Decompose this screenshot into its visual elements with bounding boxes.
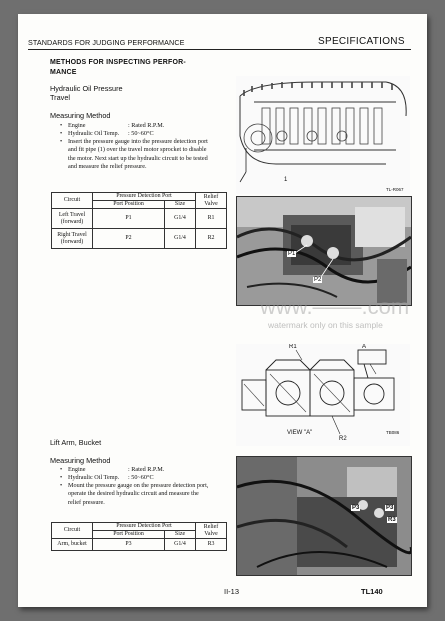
lift-instruction: Mount the pressure gauge on the pressure detection port, operate the desired hydraulic circuit and measure the relief pressure. [68, 482, 209, 506]
page-number: II-13 [224, 587, 240, 596]
label-r1: R1 [289, 344, 297, 350]
table-row: Left Travel (forward) P1 G1/4 R1 [52, 209, 227, 229]
bullet-dot: • [60, 474, 63, 481]
label-view-a: VIEW "A" [287, 430, 313, 436]
watermark-url: www.‒‒‒‒.com [260, 294, 410, 319]
header-rule [28, 49, 411, 50]
col-size: Size [165, 201, 196, 209]
figure-track-drawing [236, 76, 410, 194]
bullet-engine-1: • Engine : Rated R.P.M. [60, 122, 165, 129]
bullet-dot: • [60, 122, 63, 129]
bullet-dot: • [60, 130, 63, 137]
measuring-method-heading-2: Measuring Method [50, 456, 111, 465]
bullet-instruction-dot-2: • [60, 482, 63, 489]
lift-pressure-table: Circuit Pressure Detection Port Relief Valve Port Position Size Arm, bucket P3 G1/4 R3 [51, 522, 227, 551]
table-row: Arm, bucket P3 G1/4 R3 [52, 539, 227, 551]
manual-page [18, 14, 427, 607]
figure-code-1: TL-R067 [386, 187, 404, 192]
travel-instruction: Insert the pressure gauge into the pressure detection port and fit pipe (1) over the travel motor sprocket to disable the motor. Next start up the hydraulic circuit to be tested and measure the relief pressure. [68, 138, 208, 170]
figure-photo-travel-ports [236, 196, 412, 306]
label-r2: R2 [339, 436, 347, 442]
section-header: STANDARDS FOR JUDGING PERFORMANCE [28, 38, 185, 47]
figure-code-3: TB086 [386, 430, 400, 435]
model-label: TL140 [361, 587, 383, 596]
col-circuit: Circuit [52, 193, 93, 209]
label-p2: P2 [314, 277, 322, 283]
subsection-subtitle-travel: Travel [50, 93, 71, 102]
label-r3: R3 [388, 517, 396, 523]
bullet-oil-temp-2: • Hydraulic Oil Temp. : 50~60°C [60, 474, 154, 481]
watermark-note: watermark only on this sample [268, 320, 383, 330]
subsection-title-lift-arm: Lift Arm, Bucket [50, 438, 102, 447]
label-p3-right: P3 [386, 505, 394, 511]
bullet-dot: • [60, 466, 63, 473]
label-p1: P1 [288, 251, 296, 257]
callout-1: 1 [284, 177, 288, 183]
bullet-engine-2: • Engine : Rated R.P.M. [60, 466, 165, 473]
bullet-oil-temp-1: • Hydraulic Oil Temp. : 50~60°C [60, 130, 154, 137]
figure-photo-lift-arm [236, 456, 412, 576]
methods-heading: METHODS FOR INSPECTING PERFOR-MANCE [50, 59, 186, 76]
table-row: Right Travel (forward) P2 G1/4 R2 [52, 229, 227, 249]
label-a: A [362, 344, 367, 350]
col-port-position: Port Position [93, 201, 165, 209]
col-pressure-port: Pressure Detection Port [93, 193, 196, 201]
bullet-instruction-dot-1: • [60, 138, 63, 145]
chapter-header: SPECIFICATIONS [318, 36, 405, 47]
col-relief-valve: Relief Valve [196, 193, 227, 209]
label-p3-left: P3 [352, 505, 360, 511]
travel-pressure-table [51, 192, 227, 249]
figure-pump-drawing [236, 344, 410, 446]
measuring-method-heading-1: Measuring Method [50, 111, 111, 120]
subsection-title-hydraulic: Hydraulic Oil Pressure [50, 84, 123, 93]
